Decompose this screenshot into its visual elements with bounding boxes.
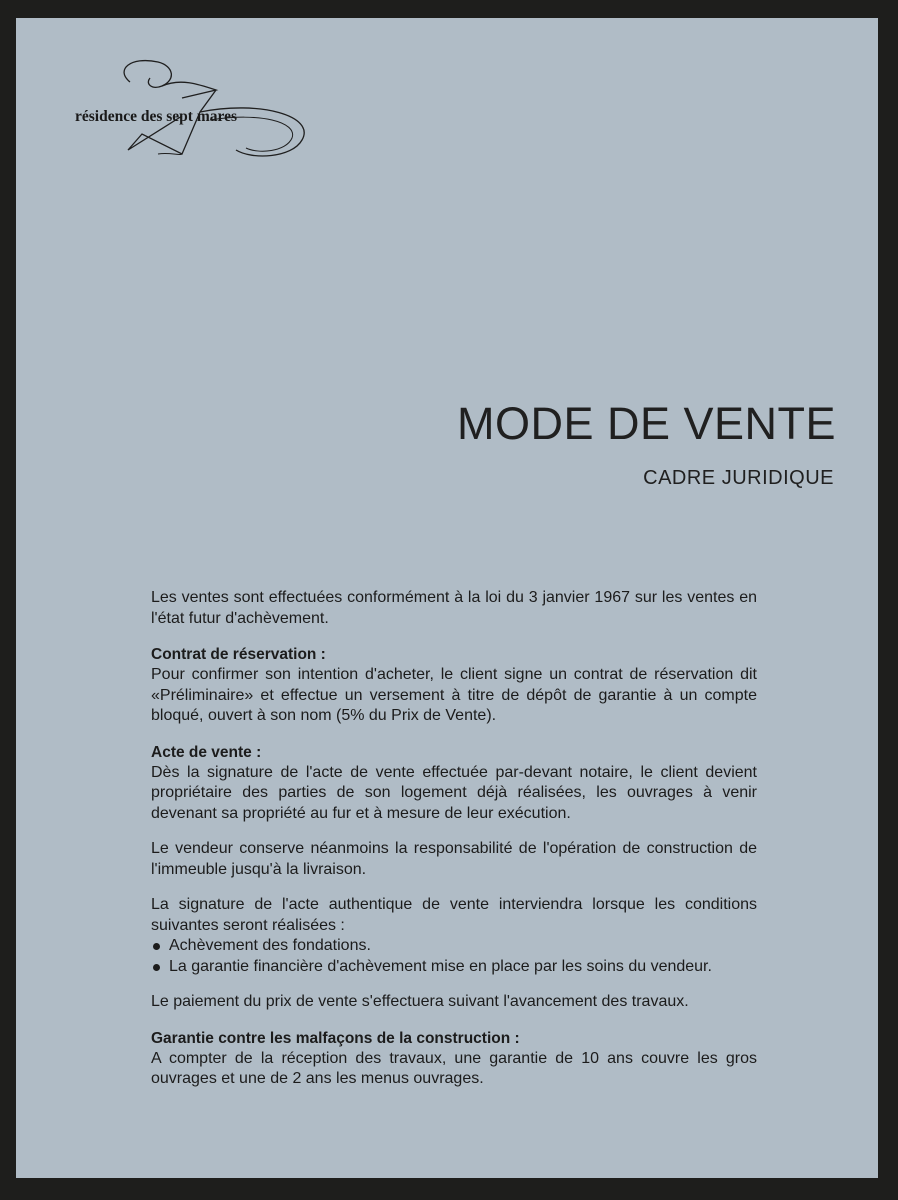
logo-swirl-icon [70, 42, 310, 162]
list-item-text: Achèvement des fondations. [169, 937, 371, 954]
document-page [16, 18, 878, 1178]
page-subtitle: CADRE JURIDIQUE [643, 467, 834, 489]
acte-paragraph-3: La signature de l'acte authentique de vente interviendra lorsque les conditions suivantes seront réalisées : [151, 896, 757, 934]
section-title-acte: Acte de vente : [151, 743, 262, 761]
conditions-list [151, 936, 757, 977]
reservation-paragraph: Pour confirmer son intention d'acheter, le client signe un contrat de réservation dit «Préliminaire» et effectue un versement à titre de dépôt de garantie à un compte bloqué, ouvert à son nom (5% du Prix de Vente). [151, 666, 757, 724]
logo-text: résidence des sept mares [75, 108, 238, 125]
list-item [151, 957, 757, 978]
section-title-garantie: Garantie contre les malfaçons de la construction : [151, 1029, 520, 1047]
acte-paragraph-1: Dès la signature de l'acte de vente effectuée par-devant notaire, le client devient propriétaire des parties de son logement déjà réalisées, les ouvrages à venir devenant sa propriété au fur et à mesure de leur exécution. [151, 763, 757, 822]
bullet-icon [153, 943, 160, 950]
list-item-text: La garantie financière d'achèvement mise en place par les soins du vendeur. [169, 957, 712, 975]
section-title-reservation: Contrat de réservation : [151, 646, 326, 663]
logo [70, 42, 310, 162]
acte-paragraph-2: Le vendeur conserve néanmoins la responsabilité de l'opération de construction de l'immeuble jusqu'à la livraison. [151, 840, 757, 878]
bullet-icon [153, 964, 160, 971]
garantie-paragraph: A compter de la réception des travaux, une garantie de 10 ans couvre les gros ouvrages et une de 2 ans les menus ouvrages. [151, 1049, 757, 1087]
page-title: MODE DE VENTE [456, 398, 836, 449]
acte-paragraph-4: Le paiement du prix de vente s'effectuera suivant l'avancement des travaux. [151, 993, 689, 1010]
document-body [151, 588, 757, 1105]
intro-paragraph: Les ventes sont effectuées conformément à la loi du 3 janvier 1967 sur les ventes en l'état futur d'achèvement. [151, 589, 757, 627]
list-item [151, 936, 757, 957]
